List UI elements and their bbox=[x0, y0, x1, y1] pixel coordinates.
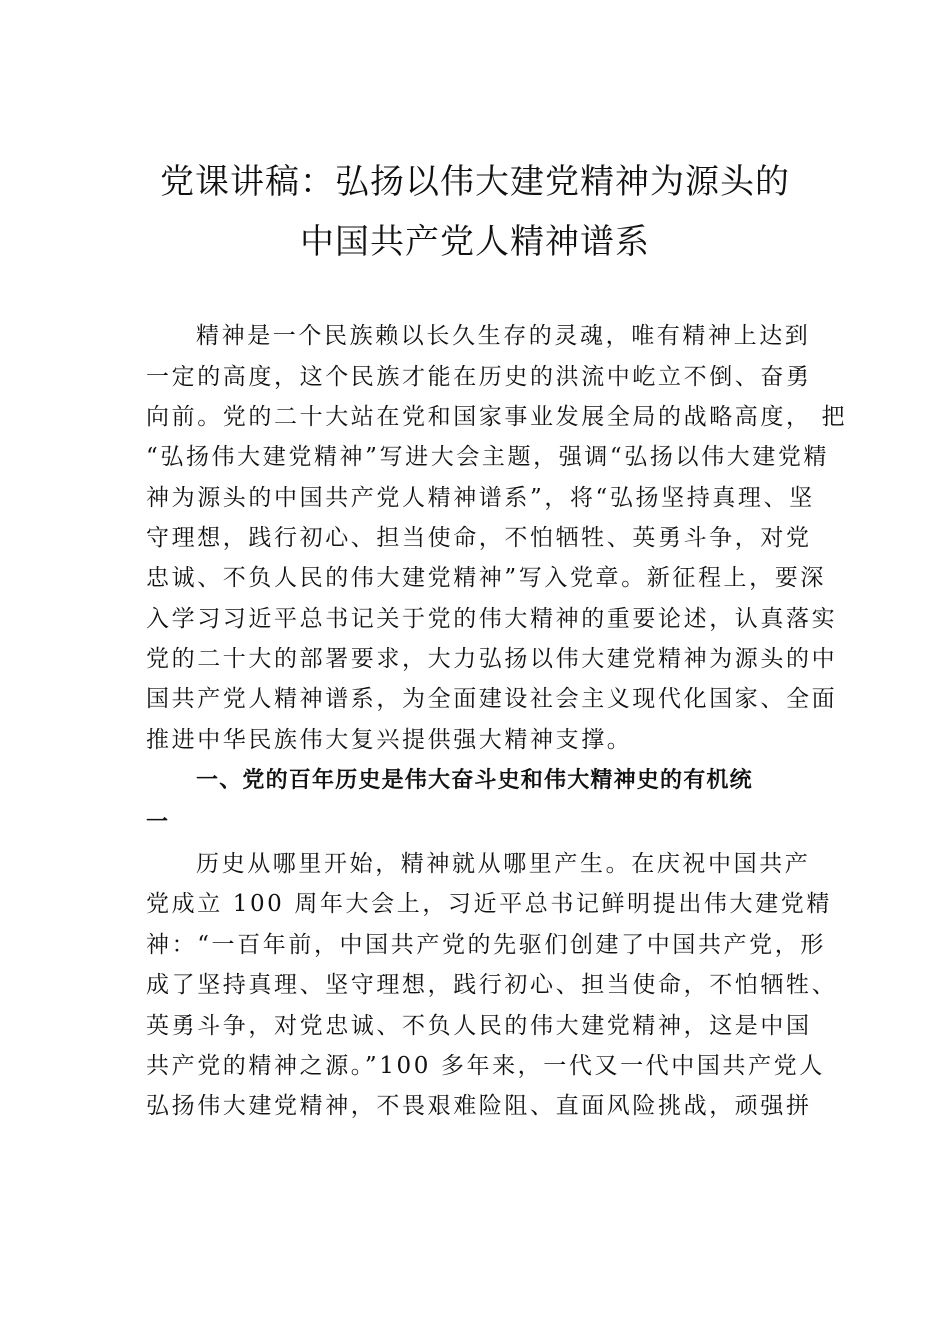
document-title-line-2: 中国共产党人精神谱系 bbox=[300, 222, 650, 262]
paragraph-2-line: 英勇斗争，对党忠诚、不负人民的伟大建党精神，这是中国 bbox=[146, 1013, 812, 1039]
section-heading-line-1: 一、党的百年历史是伟大奋斗史和伟大精神史的有机统 bbox=[196, 768, 753, 793]
paragraph-2-line: 党成立 100 周年大会上，习近平总书记鲜明提出伟大建党精 bbox=[146, 891, 832, 917]
paragraph-1-line: 入学习习近平总书记关于党的伟大精神的重要论述，认真落实 bbox=[146, 606, 838, 632]
paragraph-1-line: 神为源头的中国共产党人精神谱系”，将“弘扬坚持真理、坚 bbox=[146, 485, 815, 511]
paragraph-2-line: 神：“一百年前，中国共产党的先驱们创建了中国共产党，形 bbox=[146, 932, 826, 958]
paragraph-1-line: 精神是一个民族赖以长久生存的灵魂，唯有精神上达到 bbox=[196, 323, 811, 349]
paragraph-1-line: 向前。党的二十大站在党和国家事业发展全局的战略高度， 把 bbox=[146, 404, 848, 430]
paragraph-2-line: 成了坚持真理、坚守理想，践行初心、担当使命，不怕牺牲、 bbox=[146, 972, 838, 998]
paragraph-2-line: 共产党的精神之源。”100 多年来，一代又一代中国共产党人 bbox=[146, 1053, 825, 1079]
paragraph-1-line: 推进中华民族伟大复兴提供强大精神支撑。 bbox=[146, 727, 633, 753]
paragraph-1-line: 守理想，践行初心、担当使命，不怕牺牲、英勇斗争，对党 bbox=[146, 525, 812, 551]
paragraph-1-line: 国共产党人精神谱系，为全面建设社会主义现代化国家、全面 bbox=[146, 686, 838, 712]
section-heading-line-2: 一 bbox=[146, 810, 170, 835]
paragraph-1-line: “弘扬伟大建党精神”写进大会主题，强调“弘扬以伟大建党精 bbox=[146, 444, 830, 470]
paragraph-2-line: 历史从哪里开始，精神就从哪里产生。在庆祝中国共产 bbox=[196, 851, 811, 877]
document-title-line-1: 党课讲稿：弘扬以伟大建党精神为源头的 bbox=[160, 162, 790, 202]
paragraph-2-line: 弘扬伟大建党精神，不畏艰难险阻、直面风险挑战，顽强拼 bbox=[146, 1093, 812, 1119]
paragraph-1-line: 忠诚、不负人民的伟大建党精神”写入党章。新征程上，要深 bbox=[146, 565, 826, 591]
paragraph-1-line: 党的二十大的部署要求，大力弘扬以伟大建党精神为源头的中 bbox=[146, 646, 838, 672]
paragraph-1-line: 一定的高度，这个民族才能在历史的洪流中屹立不倒、奋勇 bbox=[146, 364, 812, 390]
